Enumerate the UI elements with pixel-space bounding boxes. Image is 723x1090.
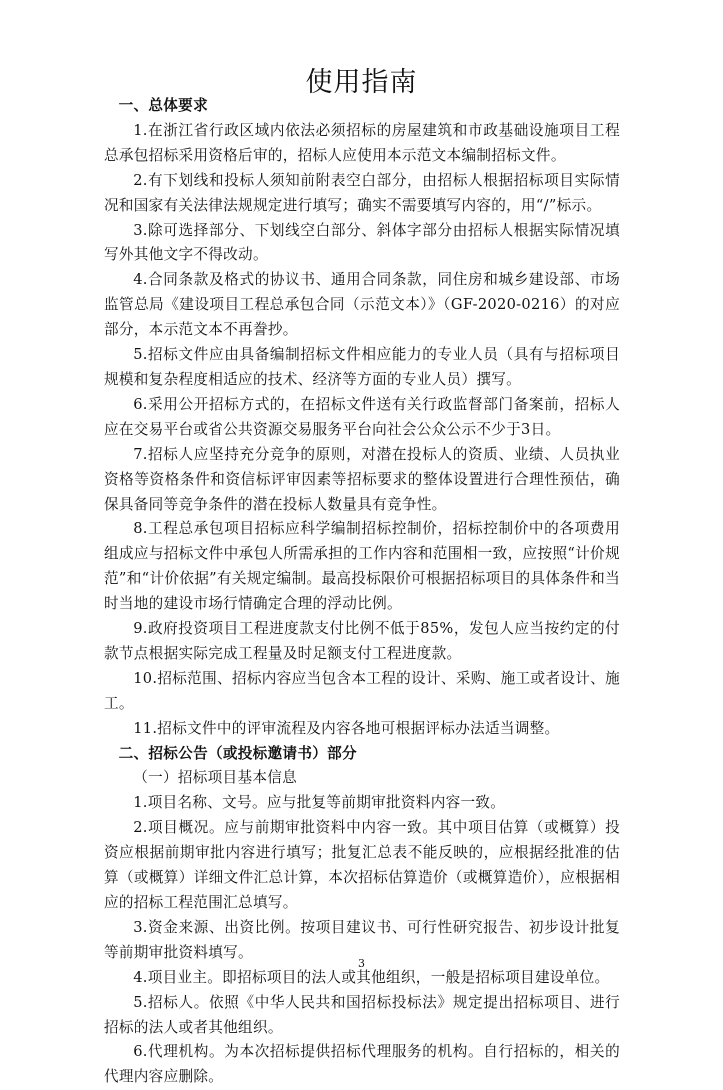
paragraph: 4.合同条款及格式的协议书、通用合同条款，同住房和城乡建设部、市场监管总局《建设项目工程总承包合同（示范文本）》（GF-2020-0216）的对应部分，本示范文本不再誊抄。: [104, 271, 620, 339]
paragraph: 2.项目概况。应与前期审批资料中内容一致。其中项目估算（或概算）投资应根据前期审批内容进行填写；批复汇总表不能反映的，应根据经批准的估算（或概算）详细文件汇总计算，本次招标估算造价（或概算造价），应根据相应的招标工程范围汇总填写。: [104, 819, 620, 911]
page-number: 3: [358, 957, 365, 970]
document-body: [104, 94, 620, 1090]
paragraph: 8.工程总承包项目招标应科学编制招标控制价，招标控制价中的各项费用组成应与招标文件中承包人所需承担的工作内容和范围相一致，应按照“计价规范”和“计价依据”有关规定编制。最高投标限价可根据招标项目的具体条件和当时当地的建设市场行情确定合理的浮动比例。: [104, 520, 620, 613]
section-heading: 一、总体要求: [118, 97, 208, 114]
paragraph: 3.资金来源、出资比例。按项目建议书、可行性研究报告、初步设计批复等前期审批资料填写。: [104, 918, 620, 961]
paragraph: 4.项目业主。即招标项目的法人或其他组织，一般是招标项目建设单位。: [133, 968, 610, 986]
paragraph: 2.有下划线和投标人须知前附表空白部分，由招标人根据招标项目实际情况和国家有关法律法规规定进行填写；确实不需要填写内容的，用“/”标示。: [104, 171, 620, 214]
paragraph: 5.招标人。依照《中华人民共和国招标投标法》规定提出招标项目、进行招标的法人或者其他组织。: [104, 993, 620, 1036]
paragraph: 11.招标文件中的评审流程及内容各地可根据评标办法适当调整。: [133, 719, 560, 737]
paragraph: 5.招标文件应由具备编制招标文件相应能力的专业人员（具有与招标项目规模和复杂程度相适应的技术、经济等方面的专业人员）撰写。: [104, 346, 620, 388]
paragraph: 9.政府投资项目工程进度款支付比例不低于85%，发包人应当按约定的付款节点根据实际完成工程量及时足额支付工程进度款。: [104, 620, 620, 662]
paragraph: 6.采用公开招标方式的，在招标文件送有关行政监督部门备案前，招标人应在交易平台或省公共资源交易服务平台向社会公众公示不少于3日。: [104, 395, 620, 438]
section-heading: 二、招标公告（或投标邀请书）部分: [118, 744, 357, 762]
paragraph: 3.除可选择部分、下划线空白部分、斜体字部分由招标人根据实际情况填写外其他文字不得改动。: [104, 221, 620, 264]
subsection-heading: （一）招标项目基本信息: [133, 769, 298, 787]
paragraph: 6.代理机构。为本次招标提供招标代理服务的机构。自行招标的，相关的代理内容应删除。: [104, 1043, 620, 1086]
page-title: 使用指南: [305, 67, 418, 98]
paragraph: 10.招标范围、招标内容应当包含本工程的设计、采购、施工或者设计、施工。: [104, 669, 620, 712]
paragraph: 1.在浙江省行政区域内依法必须招标的房屋建筑和市政基础设施项目工程总承包招标采用资格后审的，招标人应使用本示范文本编制招标文件。: [104, 121, 620, 164]
paragraph: 1.项目名称、文号。应与批复等前期审批资料内容一致。: [133, 794, 506, 812]
paragraph: 7.招标人应坚持充分竞争的原则，对潜在投标人的资质、业绩、人员执业资格等资格条件和资信标评审因素等招标要求的整体设置进行合理性预估，确保具备同等竞争条件的潜在投标人数量具有竞争性。: [104, 445, 620, 513]
